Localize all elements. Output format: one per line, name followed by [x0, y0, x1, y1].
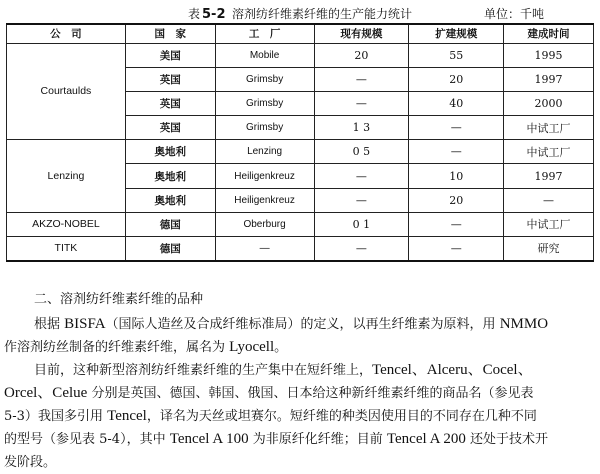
year-cell: 研究	[504, 237, 594, 261]
text-run: 发阶段。	[4, 455, 57, 470]
year-cell: —	[504, 188, 594, 212]
factory-cell: Oberburg	[215, 212, 314, 236]
text-line	[0, 405, 600, 428]
paragraph-definition	[0, 313, 600, 359]
factory-cell: Heiligenkreuz	[215, 188, 314, 212]
factory-cell: Grimsby	[215, 67, 314, 91]
year-cell: 1997	[504, 164, 594, 188]
company-cell: AKZO-NOBEL	[7, 212, 126, 236]
country-cell: 奥地利	[125, 140, 215, 164]
year-cell: 中试工厂	[504, 140, 594, 164]
term-lyocell: Lyocell	[229, 339, 275, 355]
factory-cell: Grimsby	[215, 116, 314, 140]
factory-cell: Heiligenkreuz	[215, 164, 314, 188]
term-bisfa: BISFA	[64, 316, 106, 332]
table-row	[7, 43, 594, 67]
expansion-cell: —	[409, 116, 504, 140]
text-line	[0, 428, 600, 451]
text-run: 5-3）	[4, 409, 38, 424]
factory-cell: Mobile	[215, 43, 314, 67]
text-run: ，译名为天丝或坦赛尔。短纤维的种类因使用目的不同存在几种不同	[146, 409, 537, 424]
text-run: 我国多引用	[37, 409, 108, 424]
current-cell: —	[314, 67, 409, 91]
expansion-cell: —	[409, 237, 504, 261]
table-label	[188, 5, 228, 22]
current-cell: —	[314, 164, 409, 188]
country-cell: 奥地利	[125, 164, 215, 188]
year-cell: 中试工厂	[504, 212, 594, 236]
year-cell: 中试工厂	[504, 116, 594, 140]
current-cell: 20	[314, 43, 409, 67]
table-number: 5-2	[202, 7, 226, 22]
year-cell: 1995	[504, 43, 594, 67]
company-cell: TITK	[7, 237, 126, 261]
section-heading: 二、溶剂纺纤维素纤维的品种	[34, 292, 204, 307]
table-unit: 单位：千吨	[484, 7, 545, 21]
header-expansion-capacity: 扩建规模	[409, 24, 504, 43]
table-title: 溶剂纺纤维素纤维的生产能力统计	[232, 7, 413, 21]
expansion-cell: 10	[409, 164, 504, 188]
company-cell: Courtaulds	[7, 43, 126, 140]
text-run: 根据	[34, 317, 65, 332]
country-cell: 奥地利	[125, 188, 215, 212]
header-company: 公 司	[7, 24, 126, 43]
text-line	[0, 359, 600, 382]
table-caption	[0, 4, 600, 22]
expansion-cell: —	[409, 212, 504, 236]
text-run: 分别是英国、德国、韩国、俄国、日本给这种新纤维素纤维的商品名（参见表	[87, 386, 534, 401]
year-cell: 2000	[504, 91, 594, 115]
current-cell: —	[314, 188, 409, 212]
table-label-prefix: 表	[188, 7, 201, 21]
year-cell: 1997	[504, 67, 594, 91]
term-tencel-a100: Tencel A 100	[169, 431, 249, 447]
expansion-cell: 20	[409, 67, 504, 91]
text-run: 还处于技术开	[465, 432, 548, 447]
country-cell: 德国	[125, 237, 215, 261]
text-run: （国际人造丝及合成纤维标准局）的定义，以再生纤维素为原料，用	[105, 317, 500, 332]
header-country: 国 家	[125, 24, 215, 43]
company-cell: Lenzing	[7, 140, 126, 213]
term-tencel-a200: Tencel A 200	[386, 431, 466, 447]
current-cell: 1 3	[314, 116, 409, 140]
text-line	[0, 313, 600, 336]
text-run: 的型号（参见表 5-4），其中	[4, 432, 170, 447]
text-line	[0, 336, 600, 359]
expansion-cell: 55	[409, 43, 504, 67]
text-run: 作溶剂纺丝制备的纤维素纤维，属名为	[4, 340, 230, 355]
term-tencel: Tencel	[107, 408, 147, 424]
country-cell: 英国	[125, 116, 215, 140]
factory-cell: —	[215, 237, 314, 261]
text-run: 目前，这种新型溶剂纺纤维素纤维的生产集中在短纤维上，	[34, 363, 373, 378]
table-row	[7, 140, 594, 164]
text-line	[0, 451, 600, 474]
current-cell: —	[314, 237, 409, 261]
factory-cell: Lenzing	[215, 140, 314, 164]
expansion-cell: 20	[409, 188, 504, 212]
text-line	[0, 382, 600, 405]
country-cell: 美国	[125, 43, 215, 67]
table-header-row	[7, 24, 594, 43]
country-cell: 英国	[125, 67, 215, 91]
table-row	[7, 212, 594, 236]
expansion-cell: —	[409, 140, 504, 164]
country-cell: 英国	[125, 91, 215, 115]
paragraph-products	[0, 359, 600, 474]
current-cell: 0 1	[314, 212, 409, 236]
table-row	[7, 237, 594, 261]
header-current-capacity: 现有规模	[314, 24, 409, 43]
factory-cell: Grimsby	[215, 91, 314, 115]
expansion-cell: 40	[409, 91, 504, 115]
capacity-table	[6, 23, 594, 262]
header-completion-year: 建成时间	[504, 24, 594, 43]
term-brand-names: Orcel、Celue	[4, 385, 88, 401]
country-cell: 德国	[125, 212, 215, 236]
current-cell: —	[314, 91, 409, 115]
header-factory: 工 厂	[215, 24, 314, 43]
text-run: 。	[274, 340, 288, 355]
text-run: 为非原纤化纤维；目前	[248, 432, 387, 447]
term-nmmo: NMMO	[499, 316, 549, 332]
term-brand-names: Tencel、Alceru、Cocel、	[372, 362, 533, 378]
current-cell: 0 5	[314, 140, 409, 164]
